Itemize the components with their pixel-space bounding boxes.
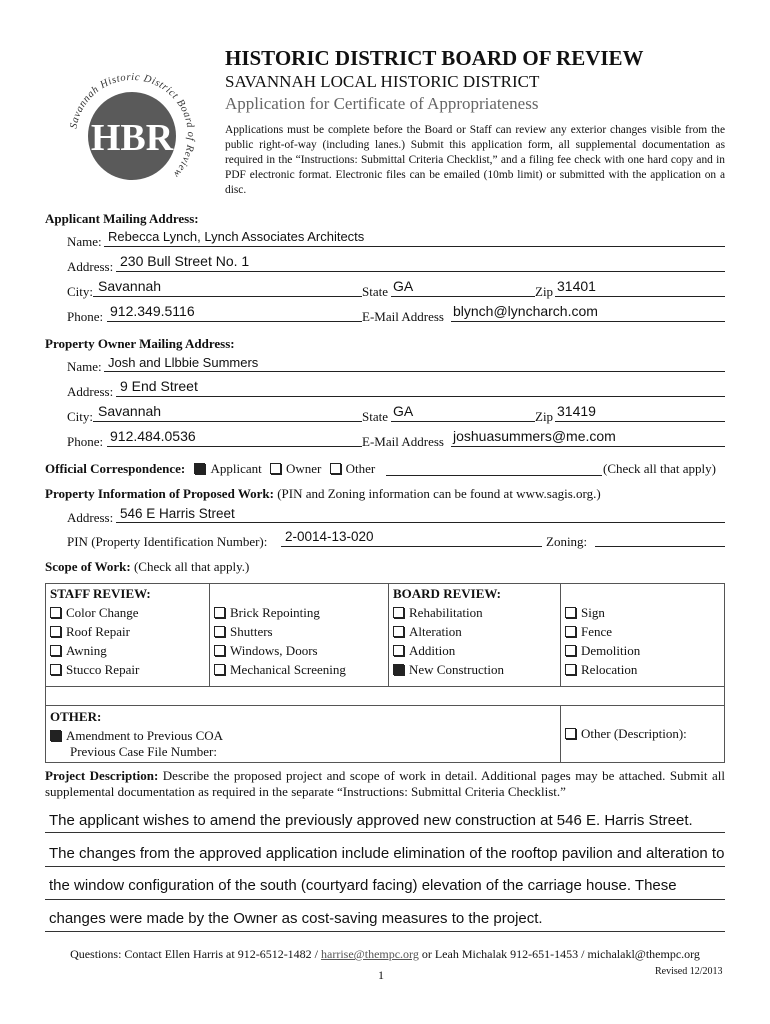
scope-item-label: Stucco Repair [66, 662, 140, 677]
other-description-checkbox[interactable] [565, 728, 576, 739]
pin-field[interactable] [281, 546, 542, 547]
checkbox[interactable] [50, 645, 61, 656]
correspondence-row [45, 461, 375, 477]
amendment-checkbox[interactable] [50, 730, 61, 741]
checkbox[interactable] [50, 626, 61, 637]
scope-heading: Scope of Work: [45, 559, 131, 574]
scope-item-sign[interactable] [565, 605, 720, 621]
scope-item-relocation[interactable] [565, 662, 720, 678]
owner-zip-label: Zip [535, 409, 554, 424]
zoning-label: Zoning: [546, 534, 588, 549]
project-description-line: changes were made by the Owner as cost-saving measures to the project. [49, 910, 543, 927]
checkbox[interactable] [393, 664, 404, 675]
scope-item-label: Shutters [230, 624, 273, 639]
scope-item-label: Sign [581, 605, 605, 620]
project-description-line: The applicant wishes to amend the previously approved new construction at 546 E. Harris Street. [49, 812, 693, 829]
board-heading: BOARD REVIEW: [393, 586, 501, 601]
scope-item-new-construction[interactable] [393, 662, 556, 678]
owner-email-field[interactable] [451, 446, 725, 447]
applicant-email-label: E-Mail Address [362, 309, 444, 324]
owner-zip-value: 31419 [557, 403, 596, 419]
other-cell [46, 706, 561, 763]
board-col-2 [561, 584, 725, 687]
property-address-field[interactable] [116, 522, 725, 523]
scope-blank-row [46, 687, 725, 706]
previous-case-label: Previous Case File Number: [70, 744, 217, 759]
other-heading: OTHER: [50, 709, 102, 724]
project-description-rule[interactable] [45, 899, 725, 900]
correspondence-applicant-label: Applicant [210, 461, 262, 476]
owner-email-label: E-Mail Address [362, 434, 444, 449]
owner-phone-value: 912.484.0536 [110, 428, 196, 444]
applicant-email-field[interactable] [451, 321, 725, 322]
correspondence-other-checkbox[interactable] [330, 463, 341, 474]
scope-item-awning[interactable] [50, 643, 205, 659]
applicant-zip-field[interactable] [555, 296, 725, 297]
scope-heading-note: (Check all that apply.) [133, 559, 250, 574]
project-instructions: Describe the proposed project and scope of work in detail. Additional pages may be attached. Submit all supplemental documentation as required in the separate “Instructions: Submittal Criteria Checklist.” [45, 768, 725, 799]
scope-item-label: Roof Repair [66, 624, 130, 639]
board-col-1 [389, 584, 561, 687]
hbr-seal-icon [62, 66, 202, 206]
project-description-line: the window configuration of the south (courtyard facing) elevation of the carriage house. These [49, 877, 677, 894]
scope-item-label: Alteration [409, 624, 462, 639]
scope-item-windows-doors[interactable] [214, 643, 384, 659]
checkbox[interactable] [565, 607, 576, 618]
owner-state-field[interactable] [391, 421, 535, 422]
applicant-city-label: City: [67, 284, 94, 299]
applicant-state-label: State [362, 284, 388, 299]
staff-col-1 [46, 584, 210, 687]
scope-item-shutters[interactable] [214, 624, 384, 640]
owner-name-label: Name: [67, 359, 102, 374]
page-subtitle: SAVANNAH LOCAL HISTORIC DISTRICT [225, 72, 540, 91]
logo-initials: HBR [90, 117, 174, 159]
staff-col-2 [210, 584, 389, 687]
applicant-address-value: 230 Bull Street No. 1 [120, 253, 250, 269]
checkbox[interactable] [393, 645, 404, 656]
property-address-value: 546 E Harris Street [120, 506, 235, 521]
intro-text: Applications must be complete before the Board or Staff can review any exterior changes visible from the public right-of-way (including lanes.) Submit this application form, all supplemental documentation as required in the “Instructions: Submittal Criteria Checklist,” and a filing fee check with one hard copy and in PDF electronic format. Electronic files can be emailed (10mb limit) or submitted with the application on a disc. [225, 124, 725, 196]
staff-heading: STAFF REVIEW: [50, 586, 151, 601]
project-description-rule[interactable] [45, 832, 725, 833]
scope-item-demolition[interactable] [565, 643, 720, 659]
owner-email-value: joshuasummers@me.com [453, 428, 616, 444]
scope-item-label: Addition [409, 643, 456, 658]
scope-table [45, 583, 725, 763]
scope-item-label: Windows, Doors [230, 643, 318, 658]
pin-label: PIN (Property Identification Number): [67, 534, 268, 549]
amendment-label: Amendment to Previous COA [66, 728, 224, 743]
applicant-state-value: GA [393, 278, 414, 294]
correspondence-applicant-checkbox[interactable] [194, 463, 205, 474]
hbr-logo [62, 66, 202, 206]
checkbox[interactable] [565, 626, 576, 637]
correspondence-owner-label: Owner [285, 461, 322, 476]
scope-item-label: Rehabilitation [409, 605, 483, 620]
scope-item-fence[interactable] [565, 624, 720, 640]
scope-item-color-change[interactable] [50, 605, 205, 621]
applicant-phone-label: Phone: [67, 309, 104, 324]
scope-item-label: New Construction [409, 662, 504, 677]
project-heading: Project Description: [45, 768, 159, 783]
scope-heading-row [45, 559, 249, 575]
logo-ring-text: Savannah Historic District Board of Review [68, 71, 197, 180]
owner-city-value: Savannah [98, 403, 162, 419]
owner-state-value: GA [393, 403, 414, 419]
owner-phone-label: Phone: [67, 434, 104, 449]
scope-item-label: Demolition [581, 643, 641, 658]
correspondence-other-label: Other [345, 461, 376, 476]
scope-item-brick-repointing[interactable] [214, 605, 384, 621]
applicant-email-value: blynch@lyncharch.com [453, 303, 598, 319]
project-instructions-block [45, 768, 725, 800]
applicant-phone-value: 912.349.5116 [110, 303, 195, 319]
form-name: Application for Certificate of Appropriateness [225, 94, 539, 113]
checkbox[interactable] [565, 664, 576, 675]
owner-city-field[interactable] [93, 421, 362, 422]
checkbox[interactable] [214, 645, 225, 656]
scope-item-alteration[interactable] [393, 624, 556, 640]
project-description-rule[interactable] [45, 931, 725, 932]
other-description-cell [561, 706, 725, 763]
owner-city-label: City: [67, 409, 94, 424]
applicant-name-label: Name: [67, 234, 102, 249]
correspondence-owner-checkbox[interactable] [270, 463, 281, 474]
checkbox[interactable] [393, 607, 404, 618]
project-description-rule[interactable] [45, 866, 725, 867]
owner-address-value: 9 End Street [120, 378, 198, 394]
checkbox[interactable] [393, 626, 404, 637]
applicant-address-label: Address: [67, 259, 114, 274]
checkbox[interactable] [214, 626, 225, 637]
correspondence-heading: Official Correspondence: [45, 461, 186, 476]
owner-address-label: Address: [67, 384, 114, 399]
scope-item-mechanical-screening[interactable] [214, 662, 384, 678]
checkbox[interactable] [50, 607, 61, 618]
owner-state-label: State [362, 409, 388, 424]
checkbox[interactable] [565, 645, 576, 656]
footer-questions-suffix: or Leah Michalak 912-651-1453 / michalakl@thempc.org [418, 947, 700, 961]
other-description-label: Other (Description): [581, 725, 687, 741]
applicant-address-field[interactable] [116, 271, 725, 272]
property-heading-note: (PIN and Zoning information can be found at www.sagis.org.) [277, 486, 601, 501]
property-heading: Property Information of Proposed Work: [45, 486, 274, 501]
scope-item-label: Fence [581, 624, 613, 639]
checkbox[interactable] [214, 664, 225, 675]
revised-date: Revised 12/2013 [655, 966, 723, 977]
owner-heading: Property Owner Mailing Address: [45, 336, 235, 351]
owner-name-field[interactable] [104, 371, 725, 372]
owner-phone-field[interactable] [107, 446, 362, 447]
scope-item-rehabilitation[interactable] [393, 605, 556, 621]
owner-name-value: Josh and Llbbie Summers [108, 355, 259, 370]
applicant-name-value: Rebecca Lynch, Lynch Associates Architects [108, 229, 365, 244]
other-description-item[interactable] [565, 726, 720, 742]
scope-item-label: Relocation [581, 662, 638, 677]
correspondence-note: (Check all that apply) [603, 461, 716, 476]
footer-email-link[interactable]: harrise@thempc.org [321, 947, 419, 961]
amendment-item[interactable] [50, 728, 556, 744]
zoning-field[interactable] [595, 546, 725, 547]
scope-item-label: Mechanical Screening [230, 662, 346, 677]
property-address-label: Address: [67, 510, 114, 525]
scope-item-label: Color Change [66, 605, 139, 620]
applicant-city-field[interactable] [93, 296, 362, 297]
applicant-phone-field[interactable] [107, 321, 362, 322]
scope-item-label: Brick Repointing [230, 605, 320, 620]
owner-address-field[interactable] [116, 396, 725, 397]
footer-questions-prefix: Questions: Contact Ellen Harris at 912-6512-1482 / [70, 947, 322, 961]
scope-item-addition[interactable] [393, 643, 556, 659]
applicant-name-field[interactable] [104, 246, 725, 247]
page-number: 1 [378, 968, 384, 982]
scope-item-roof-repair[interactable] [50, 624, 205, 640]
applicant-zip-value: 31401 [557, 278, 596, 294]
applicant-state-field[interactable] [391, 296, 535, 297]
applicant-heading: Applicant Mailing Address: [45, 211, 199, 226]
project-description-line: The changes from the approved application include elimination of the rooftop pavilion and alteration to [49, 845, 725, 862]
applicant-zip-label: Zip [535, 284, 554, 299]
scope-item-label: Awning [66, 643, 107, 658]
owner-zip-field[interactable] [555, 421, 725, 422]
checkbox[interactable] [50, 664, 61, 675]
scope-item-stucco-repair[interactable] [50, 662, 205, 678]
checkbox[interactable] [214, 607, 225, 618]
correspondence-other-field[interactable] [386, 475, 602, 476]
footer-questions [45, 947, 725, 962]
pin-value: 2-0014-13-020 [285, 529, 374, 544]
property-heading-row [45, 486, 601, 502]
applicant-city-value: Savannah [98, 278, 162, 294]
page-title: HISTORIC DISTRICT BOARD OF REVIEW [225, 46, 644, 70]
